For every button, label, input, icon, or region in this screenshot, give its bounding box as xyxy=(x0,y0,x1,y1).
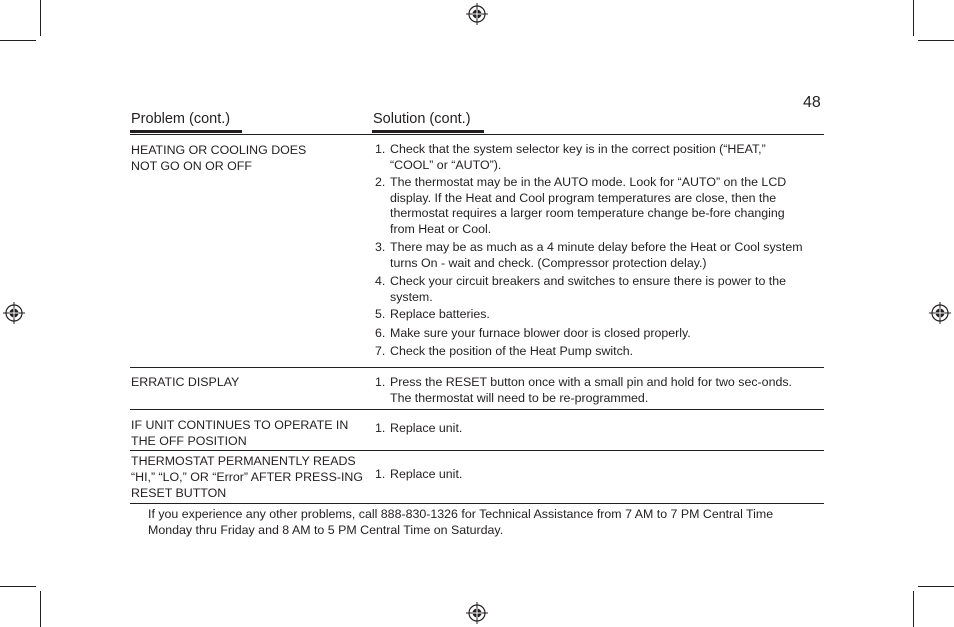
solution-item xyxy=(375,326,805,342)
crop-mark-bottom-left-v xyxy=(40,591,41,627)
solution-number: 5. xyxy=(375,307,386,321)
solution-number: 1. xyxy=(375,142,386,156)
solution-column-header: Solution (cont.) xyxy=(373,111,471,127)
registration-mark-icon xyxy=(929,302,951,324)
solution-header-bar xyxy=(372,130,484,133)
solution-number: 4. xyxy=(375,274,386,288)
solution-item xyxy=(375,240,805,271)
problem-unit-operates-off: IF UNIT CONTINUES TO OPERATE IN THE OFF POSITION xyxy=(131,418,349,448)
solution-text: Check your circuit breakers and switches to ensure there is power to the system. xyxy=(390,274,786,304)
solution-number: 7. xyxy=(375,344,386,358)
solution-text: Replace unit. xyxy=(390,421,463,435)
crop-mark-top-left-v xyxy=(40,0,41,36)
solution-text: Check the position of the Heat Pump switch. xyxy=(390,344,634,358)
solution-text: Press the RESET button once with a small pin and hold for two sec-onds. The thermostat will need to be re-programmed. xyxy=(390,375,792,405)
solution-item xyxy=(375,307,805,323)
solution-item xyxy=(375,467,805,483)
technical-assistance-note: If you experience any other problems, call 888-830-1326 for Technical Assistance from 7 AM to 7 PM Central Time Monday thru Friday and 8 AM to 5 PM Central Time on Saturday. xyxy=(148,507,774,537)
solution-number: 6. xyxy=(375,326,386,340)
solution-text: Replace unit. xyxy=(390,467,463,481)
page-number: 48 xyxy=(803,94,821,111)
problem-header-bar xyxy=(130,130,242,133)
solution-text: Replace batteries. xyxy=(390,307,490,321)
solution-number: 3. xyxy=(375,240,386,254)
crop-mark-bottom-left-h xyxy=(0,586,36,587)
table-divider xyxy=(130,367,824,368)
problem-column-header: Problem (cont.) xyxy=(131,111,231,127)
problem-heating-cooling: HEATING OR COOLING DOES NOT GO ON OR OFF xyxy=(131,143,307,173)
solution-number: 1. xyxy=(375,421,386,435)
solution-item xyxy=(375,344,805,360)
solution-number: 2. xyxy=(375,175,386,189)
registration-mark-icon xyxy=(466,3,488,25)
registration-mark-icon xyxy=(3,302,25,324)
crop-mark-bottom-right-h xyxy=(918,586,954,587)
solution-item xyxy=(375,175,805,237)
problem-erratic-display: ERRATIC DISPLAY xyxy=(131,375,240,389)
solution-text: Make sure your furnace blower door is closed properly. xyxy=(390,326,691,340)
table-divider xyxy=(130,503,824,504)
solution-item xyxy=(375,375,805,406)
problem-permanent-reading: THERMOSTAT PERMANENTLY READS “HI,” “LO,” OR “Error” AFTER PRESS-ING RESET BUTTON xyxy=(131,454,363,500)
table-divider xyxy=(130,409,824,410)
crop-mark-top-right-h xyxy=(918,40,954,41)
solution-item xyxy=(375,421,805,437)
registration-mark-icon xyxy=(466,602,488,624)
solution-number: 1. xyxy=(375,375,386,389)
table-divider xyxy=(130,134,824,135)
solution-item xyxy=(375,142,805,173)
solution-text: The thermostat may be in the AUTO mode. Look for “AUTO” on the LCD display. If the Heat and Cool program temperatures are close, then the thermostat requires a larger room temperature change be-fore changing from Heat or Cool. xyxy=(390,175,787,236)
table-divider xyxy=(130,450,824,451)
solution-text: There may be as much as a 4 minute delay before the Heat or Cool system turns On - wait and check. (Compressor protection delay.) xyxy=(390,240,803,270)
crop-mark-top-right-v xyxy=(913,0,914,36)
crop-mark-bottom-right-v xyxy=(913,591,914,627)
solution-item xyxy=(375,274,805,305)
crop-mark-top-left-h xyxy=(0,40,36,41)
solution-number: 1. xyxy=(375,467,386,481)
solution-text: Check that the system selector key is in the correct position (“HEAT,” “COOL” or “AUTO”). xyxy=(390,142,766,172)
